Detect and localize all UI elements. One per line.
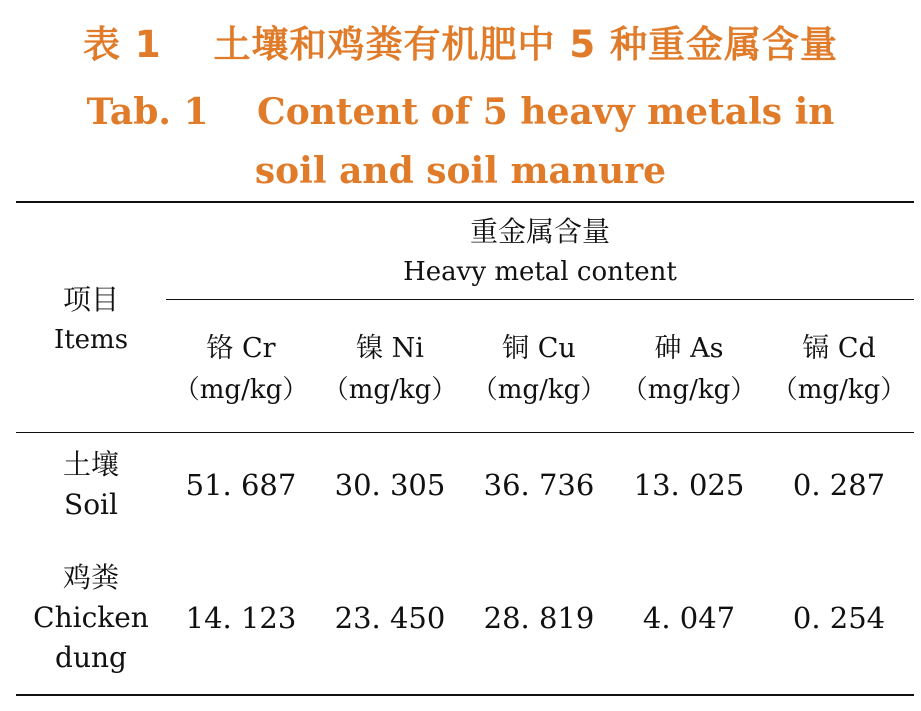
column-unit-as: （mg/kg） <box>621 375 757 405</box>
cell-soil-cd: 0. 287 <box>792 468 886 502</box>
group-header-en: Heavy metal content <box>403 257 677 287</box>
cell-soil-ni: 30. 305 <box>334 468 446 502</box>
column-header-cd: 镉 Cd <box>802 333 876 364</box>
column-unit-cr: （mg/kg） <box>173 375 309 405</box>
group-header-cn: 重金属含量 <box>469 215 610 248</box>
cell-soil-cu: 36. 736 <box>483 468 595 502</box>
items-header-cn: 项目 <box>62 283 119 316</box>
table-title-en-line1: Tab. 1 Content of 5 heavy metals in <box>86 91 835 133</box>
table-title-en-line2: soil and soil manure <box>254 150 667 192</box>
table-title-cn: 表 1 土壤和鸡粪有机肥中 5 种重金属含量 <box>82 23 838 66</box>
column-header-cr: 铬 Cr <box>206 333 276 364</box>
column-header-as: 砷 As <box>654 333 724 364</box>
cell-chicken-cr: 14. 123 <box>185 601 297 635</box>
row-label-chicken-cn: 鸡粪 <box>62 561 119 594</box>
column-header-ni: 镍 Ni <box>356 333 424 364</box>
table-bottom-rule <box>16 694 914 696</box>
cell-chicken-cd: 0. 254 <box>792 601 886 635</box>
column-header-cu: 铜 Cu <box>502 333 576 364</box>
cell-soil-as: 13. 025 <box>633 468 745 502</box>
row-label-chicken-en: Chicken <box>33 601 149 634</box>
header-bottom-rule <box>16 432 914 433</box>
column-unit-cu: （mg/kg） <box>471 375 607 405</box>
cell-chicken-cu: 28. 819 <box>483 601 595 635</box>
items-header-en: Items <box>53 325 129 355</box>
cell-chicken-as: 4. 047 <box>642 601 736 635</box>
group-header-rule <box>166 299 914 300</box>
cell-soil-cr: 51. 687 <box>185 468 297 502</box>
table-top-rule <box>16 201 914 203</box>
column-unit-ni: （mg/kg） <box>322 375 458 405</box>
row-label-soil-en: Soil <box>64 488 118 521</box>
row-label-soil-cn: 土壤 <box>62 448 119 481</box>
column-unit-cd: （mg/kg） <box>771 375 907 405</box>
row-label-chicken-en2: dung <box>55 641 127 674</box>
cell-chicken-ni: 23. 450 <box>334 601 446 635</box>
